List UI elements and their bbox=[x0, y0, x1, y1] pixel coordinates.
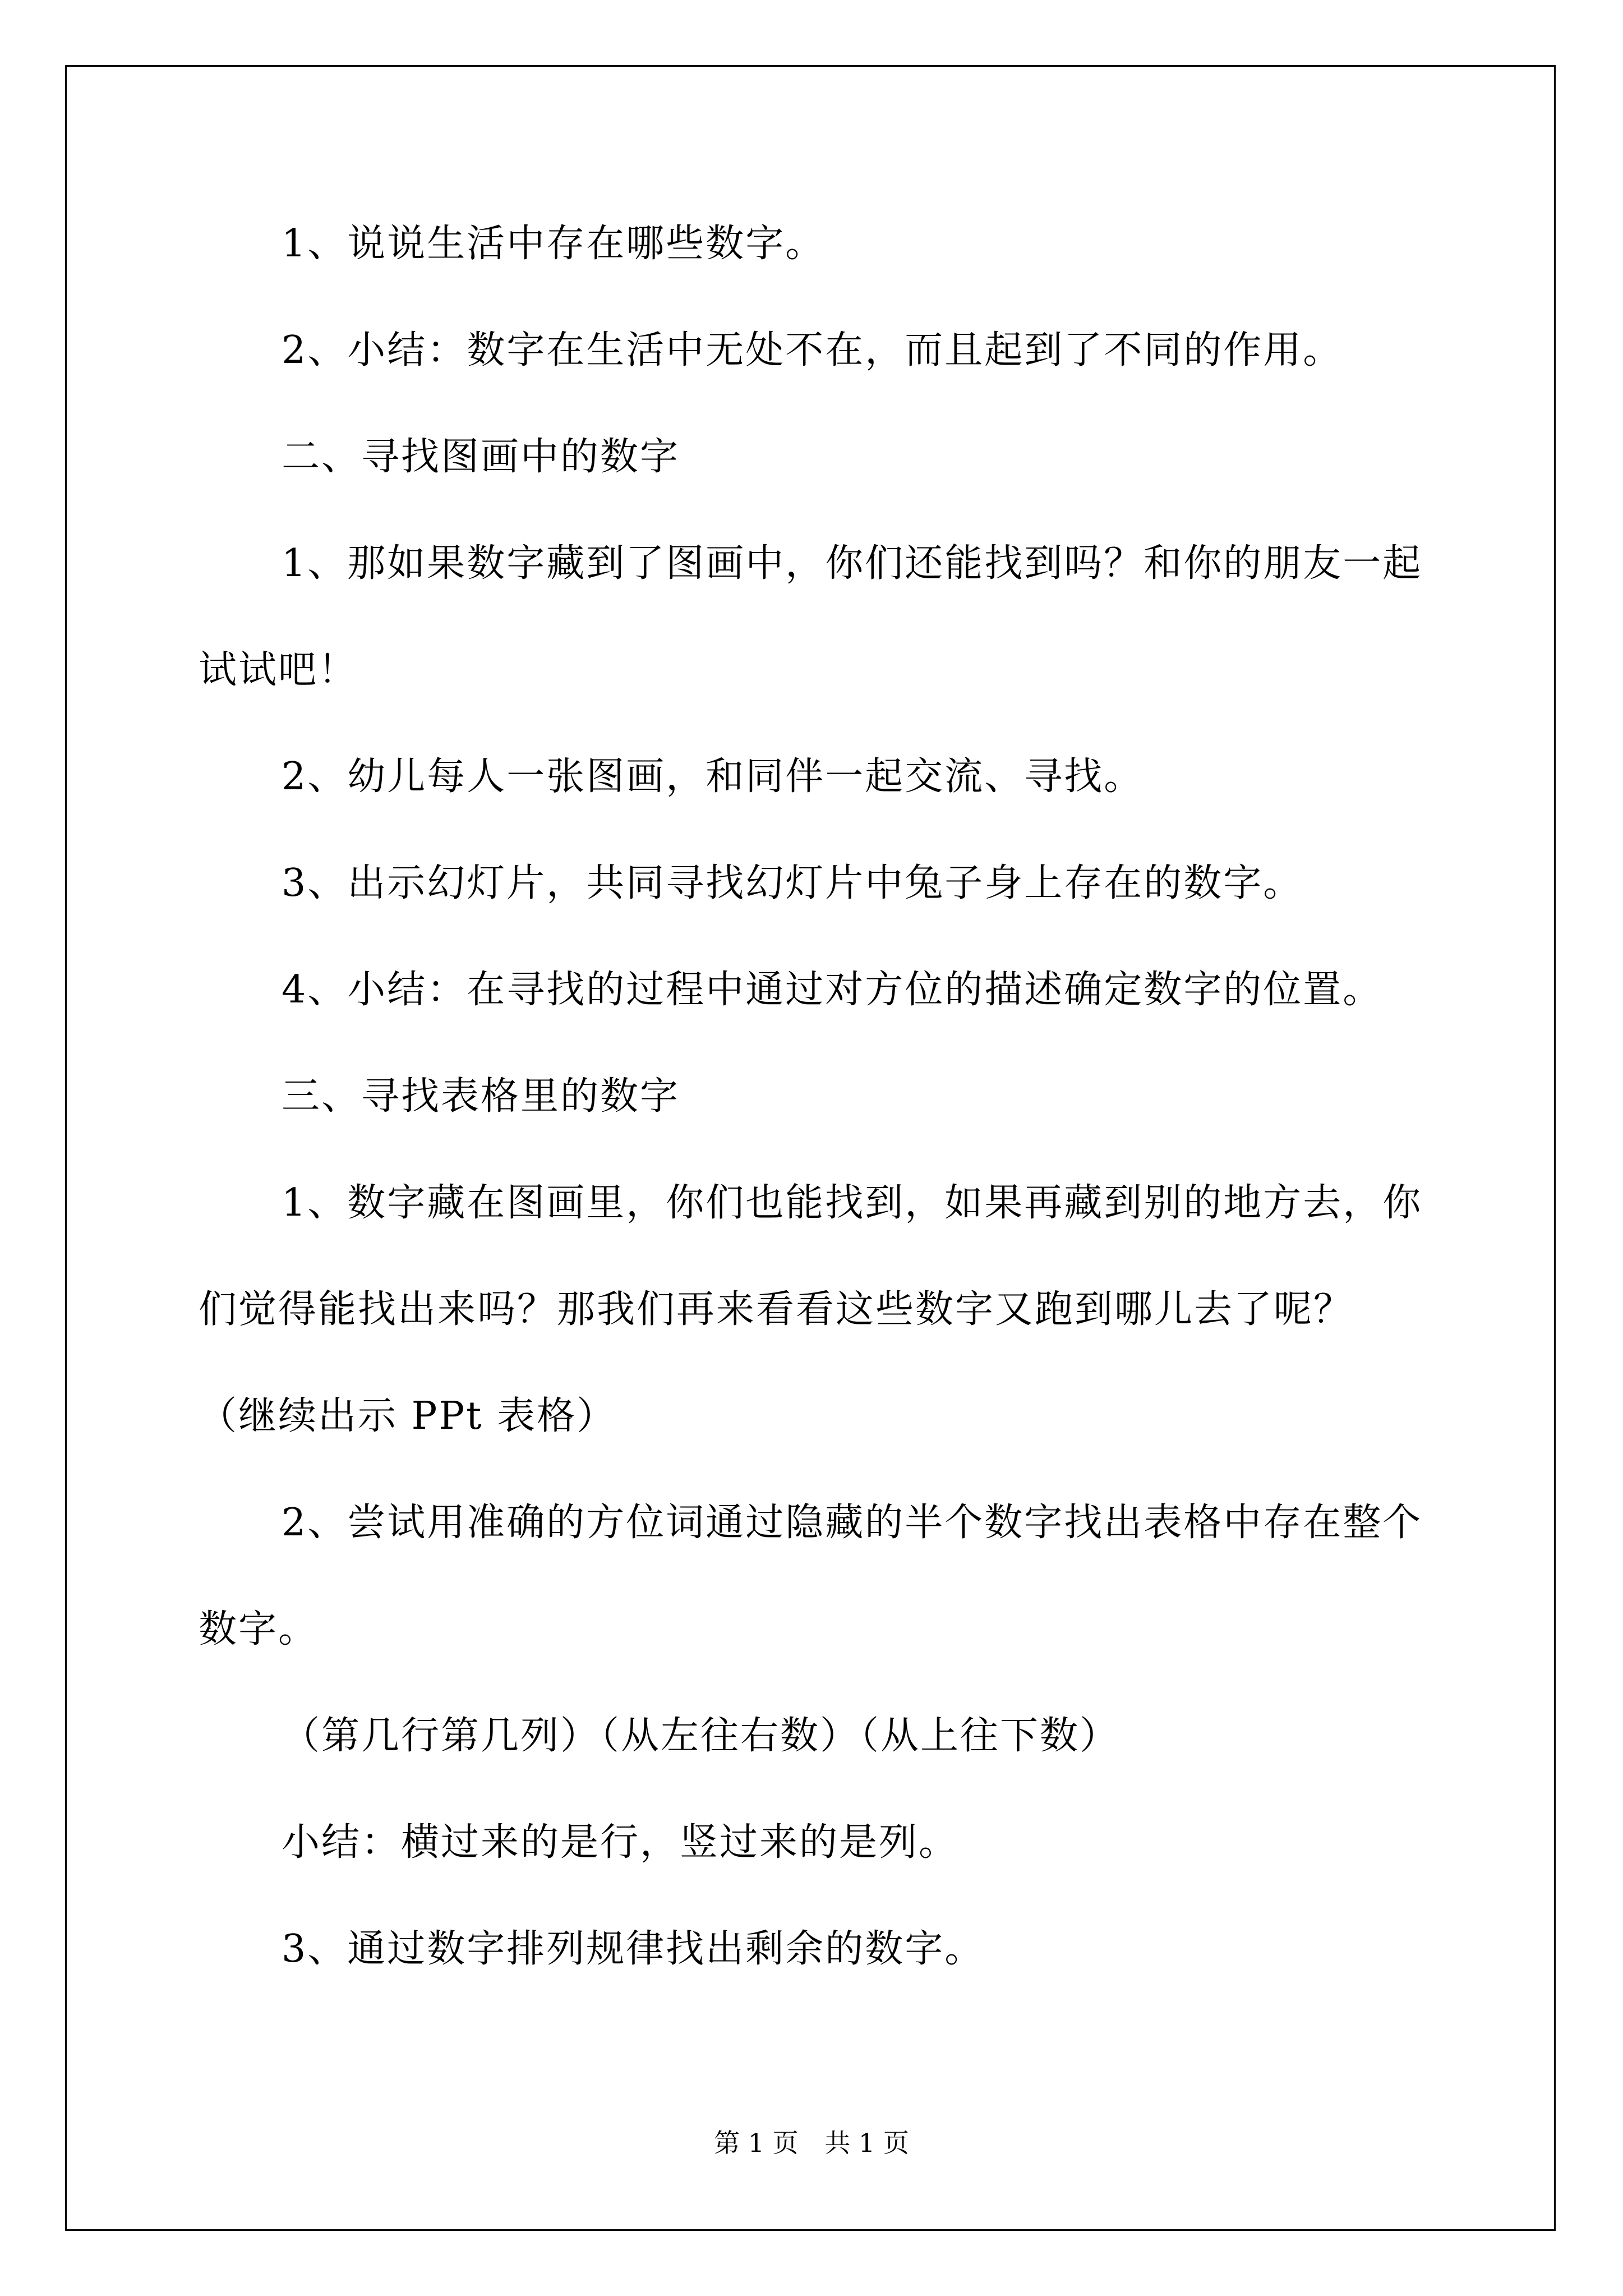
section-heading: 三、寻找表格里的数字 bbox=[282, 1074, 680, 1119]
paragraph: 2、小结：数字在生活中无处不在，而且起到了不同的作用。 bbox=[282, 328, 1343, 372]
paragraph: 2、幼儿每人一张图画，和同伴一起交流、寻找。 bbox=[282, 754, 1144, 799]
paragraph: 3、出示幻灯片，共同寻找幻灯片中兔子身上存在的数字。 bbox=[282, 861, 1303, 905]
section-heading: 二、寻找图画中的数字 bbox=[282, 435, 680, 479]
page-number-current: 第 1 页 bbox=[714, 2128, 799, 2158]
paragraph: 1、说说生活中存在哪些数字。 bbox=[282, 222, 826, 266]
page-number-total: 共 1 页 bbox=[824, 2128, 909, 2158]
page-footer bbox=[0, 2126, 1623, 2160]
document-body bbox=[199, 219, 1432, 2031]
paragraph: 1、那如果数字藏到了图画中，你们还能找到吗？和你的朋友一起 bbox=[282, 541, 1423, 586]
paragraph-continuation: 数字。 bbox=[199, 1607, 319, 1651]
paragraph: 2、尝试用准确的方位词通过隐藏的半个数字找出表格中存在整个 bbox=[282, 1501, 1423, 1545]
paragraph: （第几行第几列）（从左往右数）（从上往下数） bbox=[282, 1714, 1120, 1758]
paragraph-continuation: 试试吧！ bbox=[199, 648, 358, 692]
paragraph-continuation: （继续出示 PPt 表格） bbox=[199, 1394, 617, 1438]
paragraph: 4、小结：在寻找的过程中通过对方位的描述确定数字的位置。 bbox=[282, 968, 1383, 1012]
paragraph: 小结：横过来的是行，竖过来的是列。 bbox=[282, 1820, 959, 1865]
paragraph: 3、通过数字排列规律找出剩余的数字。 bbox=[282, 1927, 985, 1971]
paragraph: 1、数字藏在图画里，你们也能找到，如果再藏到别的地方去，你 bbox=[282, 1181, 1423, 1225]
paragraph-continuation: 们觉得能找出来吗？那我们再来看看这些数字又跑到哪儿去了呢？ bbox=[199, 1287, 1354, 1332]
